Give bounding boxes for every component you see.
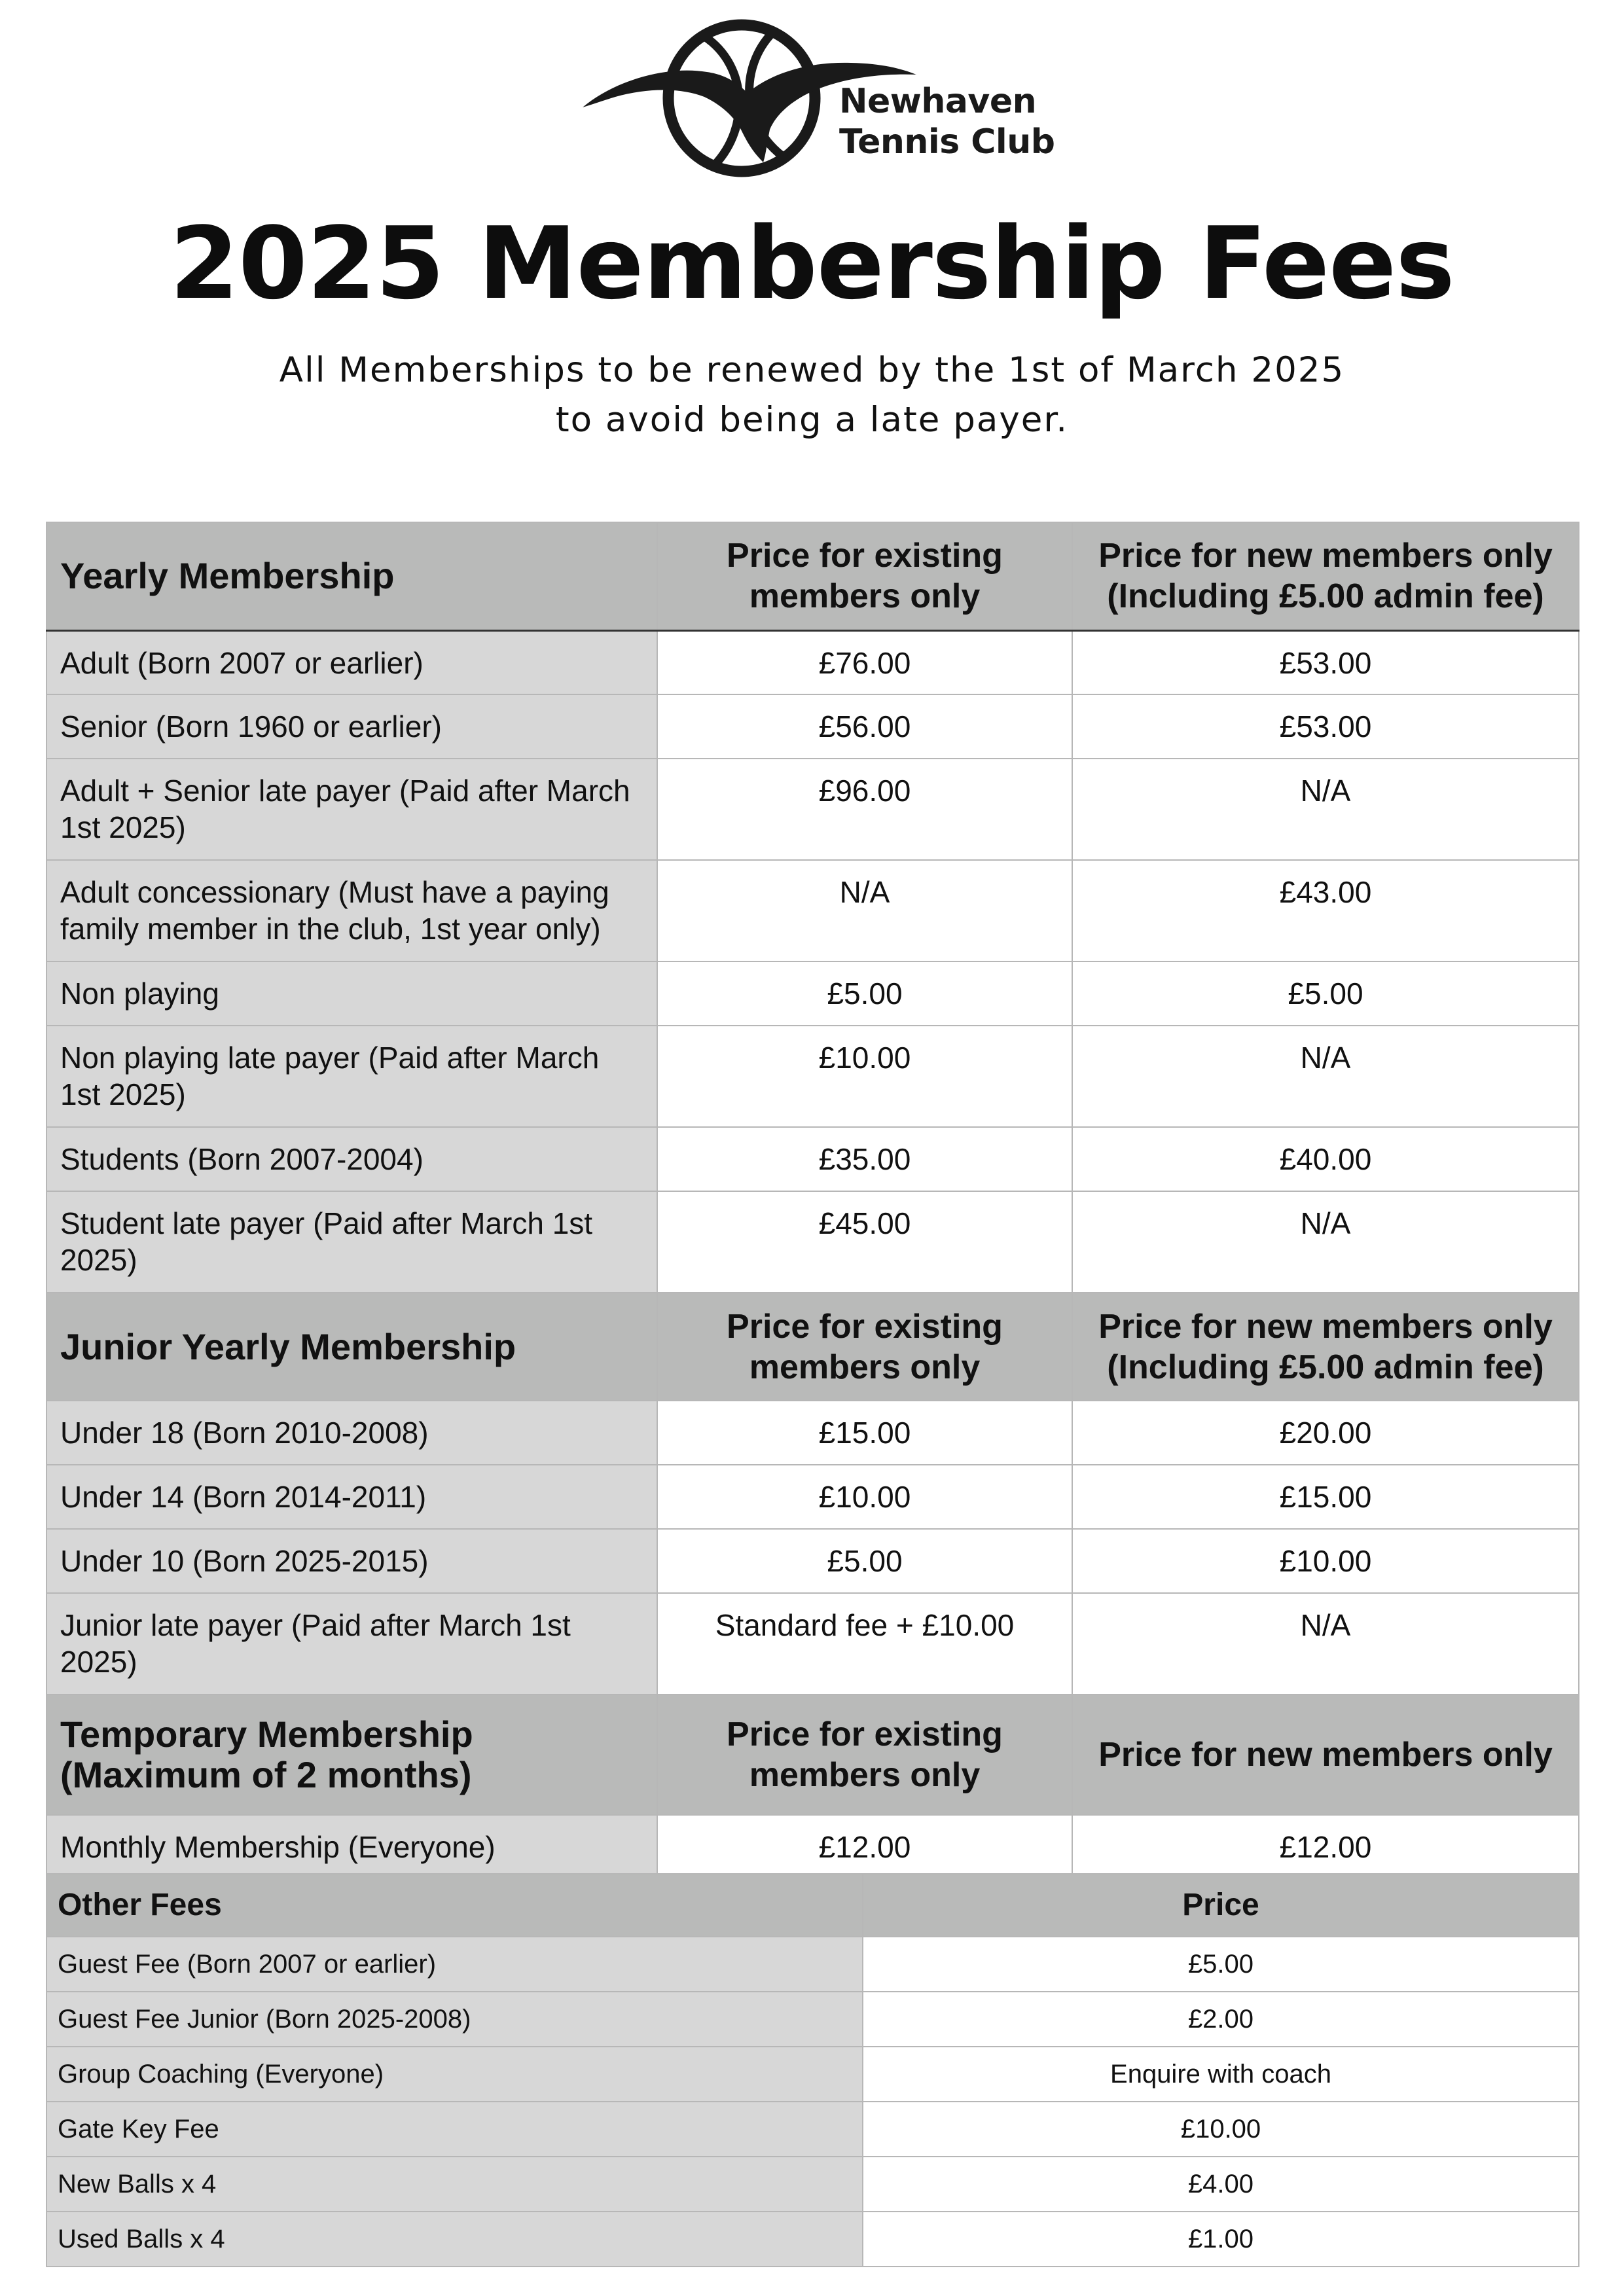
other-header-price: Price xyxy=(863,1874,1579,1937)
subtitle-line1: All Memberships to be renewed by the 1st of March 2025 xyxy=(279,350,1345,390)
other-header-label: Other Fees xyxy=(46,1874,863,1937)
row-label: Student late payer (Paid after March 1st 2025) xyxy=(46,1191,657,1293)
yearly-header-label: Yearly Membership xyxy=(46,522,657,630)
row-label: Adult + Senior late payer (Paid after March 1st 2025) xyxy=(46,759,657,860)
temporary-header-new: Price for new members only xyxy=(1072,1695,1579,1815)
new-price: £43.00 xyxy=(1072,860,1579,961)
price: £4.00 xyxy=(863,2157,1579,2212)
existing-price: £35.00 xyxy=(657,1127,1072,1191)
row-label: Monthly Membership (Everyone) xyxy=(46,1815,657,1879)
page-title: 2025 Membership Fees xyxy=(170,206,1454,321)
row-label: Under 10 (Born 2025-2015) xyxy=(46,1529,657,1593)
new-price: £10.00 xyxy=(1072,1529,1579,1593)
existing-price: Standard fee + £10.00 xyxy=(657,1593,1072,1695)
row-label: Gate Key Fee xyxy=(46,2102,863,2157)
table-row xyxy=(46,1127,1579,1191)
table-row xyxy=(46,1026,1579,1127)
existing-price: £10.00 xyxy=(657,1026,1072,1127)
junior-header-new: Price for new members only (Including £5.00 admin fee) xyxy=(1072,1293,1579,1401)
row-label: Non playing late payer (Paid after March 1st 2025) xyxy=(46,1026,657,1127)
row-label: New Balls x 4 xyxy=(46,2157,863,2212)
existing-price: £45.00 xyxy=(657,1191,1072,1293)
price: Enquire with coach xyxy=(863,2047,1579,2102)
row-label: Guest Fee Junior (Born 2025-2008) xyxy=(46,1992,863,2047)
existing-price: £5.00 xyxy=(657,1529,1072,1593)
new-price: N/A xyxy=(1072,1593,1579,1695)
junior-header-label: Junior Yearly Membership xyxy=(46,1293,657,1401)
table-row xyxy=(46,2157,1579,2212)
existing-price: £76.00 xyxy=(657,630,1072,694)
new-price: N/A xyxy=(1072,1191,1579,1293)
club-name-line1: Newhaven xyxy=(839,82,1037,121)
table-row xyxy=(46,1593,1579,1695)
table-row xyxy=(46,961,1579,1026)
new-price: £5.00 xyxy=(1072,961,1579,1026)
new-price: £40.00 xyxy=(1072,1127,1579,1191)
row-label: Students (Born 2007-2004) xyxy=(46,1127,657,1191)
table-row xyxy=(46,694,1579,759)
existing-price: £15.00 xyxy=(657,1401,1072,1465)
table-row xyxy=(46,759,1579,860)
temporary-header-label: Temporary Membership (Maximum of 2 months) xyxy=(46,1695,657,1815)
table-row xyxy=(46,1465,1579,1529)
page-subtitle xyxy=(0,346,1624,445)
existing-price: £10.00 xyxy=(657,1465,1072,1529)
yearly-header-new: Price for new members only (Including £5.00 admin fee) xyxy=(1072,522,1579,630)
row-label: Under 18 (Born 2010-2008) xyxy=(46,1401,657,1465)
new-price: £15.00 xyxy=(1072,1465,1579,1529)
club-name xyxy=(839,81,1055,162)
junior-header-row xyxy=(46,1293,1579,1401)
new-price: £20.00 xyxy=(1072,1401,1579,1465)
table-row xyxy=(46,1401,1579,1465)
existing-price: N/A xyxy=(657,860,1072,961)
subtitle-line2: to avoid being a late payer. xyxy=(555,400,1069,440)
row-label: Used Balls x 4 xyxy=(46,2212,863,2267)
new-price: N/A xyxy=(1072,759,1579,860)
table-row xyxy=(46,630,1579,694)
table-row xyxy=(46,860,1579,961)
price: £2.00 xyxy=(863,1992,1579,2047)
row-label: Adult concessionary (Must have a paying family member in the club, 1st year only) xyxy=(46,860,657,961)
yearly-header-existing: Price for existing members only xyxy=(657,522,1072,630)
temporary-header-existing: Price for existing members only xyxy=(657,1695,1072,1815)
new-price: N/A xyxy=(1072,1026,1579,1127)
row-label: Group Coaching (Everyone) xyxy=(46,2047,863,2102)
price: £10.00 xyxy=(863,2102,1579,2157)
other-fees-table xyxy=(46,1873,1579,2267)
table-row xyxy=(46,2212,1579,2267)
price: £1.00 xyxy=(863,2212,1579,2267)
yearly-header-row xyxy=(46,522,1579,630)
table-row xyxy=(46,2102,1579,2157)
row-label: Under 14 (Born 2014-2011) xyxy=(46,1465,657,1529)
existing-price: £12.00 xyxy=(657,1815,1072,1879)
table-row xyxy=(46,1191,1579,1293)
new-price: £53.00 xyxy=(1072,694,1579,759)
table-row xyxy=(46,1529,1579,1593)
club-name-line2: Tennis Club xyxy=(839,122,1055,162)
table-row xyxy=(46,1815,1579,1879)
row-label: Junior late payer (Paid after March 1st 2025) xyxy=(46,1593,657,1695)
table-row xyxy=(46,1992,1579,2047)
temporary-header-row xyxy=(46,1695,1579,1815)
row-label: Senior (Born 1960 or earlier) xyxy=(46,694,657,759)
membership-fees-table xyxy=(46,522,1579,1880)
row-label: Non playing xyxy=(46,961,657,1026)
other-header-row xyxy=(46,1874,1579,1937)
table-row xyxy=(46,1937,1579,1992)
table-row xyxy=(46,2047,1579,2102)
row-label: Guest Fee (Born 2007 or earlier) xyxy=(46,1937,863,1992)
row-label: Adult (Born 2007 or earlier) xyxy=(46,630,657,694)
price: £5.00 xyxy=(863,1937,1579,1992)
new-price: £12.00 xyxy=(1072,1815,1579,1879)
junior-header-existing: Price for existing members only xyxy=(657,1293,1072,1401)
new-price: £53.00 xyxy=(1072,630,1579,694)
existing-price: £96.00 xyxy=(657,759,1072,860)
existing-price: £5.00 xyxy=(657,961,1072,1026)
existing-price: £56.00 xyxy=(657,694,1072,759)
